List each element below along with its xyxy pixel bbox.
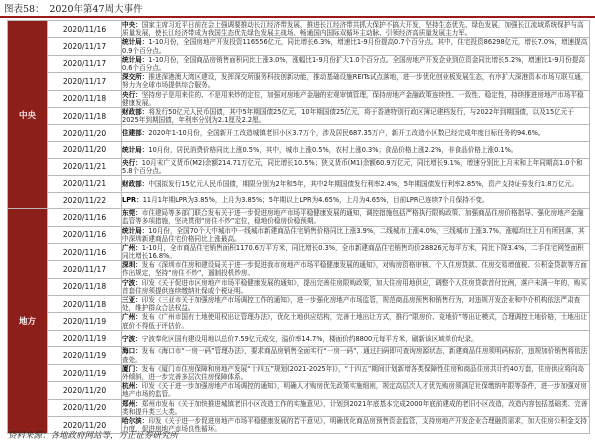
event-text: 郑州市发布《关于加快推进城镇老旧小区改造工作的实施意见》，计划到2021年底基本完成2000年底前建成的老旧小区改造，改造内容包括基础类、完善类和提升类三大类。	[122, 399, 588, 416]
event-source-label: 统计局：	[122, 55, 149, 64]
event-row	[8, 90, 590, 107]
event-row	[8, 347, 590, 364]
event-date: 2020/11/18	[48, 90, 122, 107]
event-row	[8, 399, 590, 416]
event-description	[122, 399, 590, 416]
event-row	[8, 209, 590, 226]
event-description	[122, 278, 590, 295]
event-text: 宁波奉化区国有建设用地以总价7.59亿元成交，溢价率14.7%，楼面价约8800元每平方米，刷新该区域单价纪录。	[141, 334, 478, 343]
event-date: 2020/11/19	[48, 364, 122, 381]
event-source-label: 财政部：	[122, 107, 149, 116]
event-row	[8, 330, 590, 347]
event-source-label: 统计局：	[122, 38, 149, 47]
event-description	[122, 125, 590, 142]
event-text: 10月份，居民消费价格同比上涨0.5%，其中，城市上涨0.5%，农村上涨0.3%；食品价格上涨2.2%，非食品价格上涨0.1%。	[148, 145, 518, 154]
event-description	[122, 141, 590, 158]
event-description	[122, 261, 590, 278]
event-description	[122, 330, 590, 347]
event-description	[122, 417, 590, 434]
event-text: 国家主席习近平日前在会上强调要推动长江经济带发展，推进长江经济带共抓大保护不搞大开发，坚持生态优先、绿色发展，加强长江流域系统保护与高质量发展，使长江经济带成为我国生态优先绿色发展主战场、畅通国内国际双循环主动脉、引领经济高质量发展主力军。	[122, 21, 584, 38]
event-source-label: 宁波：	[122, 278, 142, 287]
event-source-label: 广州：	[122, 313, 142, 322]
event-row	[8, 73, 590, 90]
event-row	[8, 261, 590, 278]
event-date: 2020/11/16	[48, 209, 122, 226]
event-source-label: 东莞：	[122, 209, 142, 218]
event-text: 10月份，全国70个大中城市中一线城市新建商品住宅销售价格同比上涨3.9%，二线城市上涨4.0%，三线城市上涨3.7%，涨幅均比上月有所回落，其中深圳新建商品住宅价格同比上涨最高。	[122, 226, 585, 243]
event-date: 2020/11/17	[48, 261, 122, 278]
event-source-label: 哈尔滨：	[122, 417, 149, 425]
event-date: 2020/11/20	[48, 417, 122, 434]
event-row	[8, 21, 590, 38]
event-text: 11月1年期LPR为3.85%，上月为3.85%；5年期以上LPR为4.65%，上月为4.65%，目前LPR已连续7个月保持不变。	[142, 196, 489, 205]
event-description	[122, 243, 590, 260]
event-date: 2020/11/16	[48, 243, 122, 260]
event-description	[122, 364, 590, 381]
event-row	[8, 313, 590, 330]
event-text: 印发《关于促进市区房地产市场平稳健康发展的通知》，提出完善住房限购政策，加大住房用地供应，调整个人住房贷款首付比例，落户未满一年的，购买首套住房须提供连续缴纳社保或个税证明。	[122, 278, 587, 295]
event-date: 2020/11/19	[48, 313, 122, 330]
event-text: 发布《深圳市住房和建设局关于进一步促进我市房地产市场平稳健康发展的通知》，对购房资格审核、个人住房贷款、住房交易增值税、公积金贷款等方面作出规定，坚持“房住不炒”，遏制投机炒房。	[122, 261, 587, 278]
event-row	[8, 158, 590, 175]
event-text: 1-10月份，全国商品房销售面积同比上涨3.0%，涨幅比1-9月份扩大1.0个百分点。全国房地产开发企业到位资金同比增长5.2%，增速比1-9月份提高0.6个百分点。	[122, 55, 585, 72]
event-row	[8, 107, 590, 124]
event-row	[8, 175, 590, 192]
event-description	[122, 158, 590, 175]
event-description	[122, 209, 590, 226]
event-date: 2020/11/16	[48, 21, 122, 38]
section-label-central: 中央	[8, 21, 48, 209]
figure-title: 图表58： 2020年第47周大事件	[4, 4, 143, 15]
event-description	[122, 313, 590, 330]
event-description	[122, 21, 590, 38]
event-description	[122, 107, 590, 124]
event-row	[8, 192, 590, 209]
event-date: 2020/11/17	[48, 38, 122, 55]
event-description	[122, 382, 590, 399]
event-date: 2020/11/19	[48, 347, 122, 364]
event-source-label: 广州：	[122, 243, 142, 252]
event-text: 2020年1-10月份，全国新开工改造城镇老旧小区3.7万个，涉及居民687.35万户，新开工改造小区数已经完成年度目标任务的94.6%。	[148, 129, 545, 138]
events-table-body	[8, 21, 590, 434]
event-text: 印发《三亚市关于加强房地产市场调控工作的通知》，进一步强化房地产市场监管，规范商品房预售和销售行为，对违规开发企业和中介机构依法严肃查处，维护群众合法权益。	[122, 296, 581, 313]
event-date: 2020/11/20	[48, 125, 122, 142]
event-date: 2020/11/22	[48, 192, 122, 209]
event-description	[122, 296, 590, 313]
event-description	[122, 90, 590, 107]
event-date: 2020/11/20	[48, 141, 122, 158]
event-source-label: 财政部：	[122, 179, 149, 188]
event-date: 2020/11/20	[48, 399, 122, 416]
event-date: 2020/11/17	[48, 55, 122, 72]
event-description	[122, 226, 590, 243]
event-row	[8, 141, 590, 158]
event-text: 推进深港澳大湾区建设，发挥深交所服务科技创新功能，推动基础设施REITs试点落地，进一步优化创业板发展生态，有序扩大深港资本市场互联互通，努力为全球市场提供综合服务。	[122, 73, 588, 90]
event-source-label: 郑州：	[122, 399, 142, 408]
event-text: 中国拟发行15亿元人民币国债，期限分别为2年和5年，其中2年期国债发行利率2.4%，5年期国债发行利率2.85%，资产支持证券发行1.8万亿元。	[148, 179, 578, 188]
event-text: 印发《关于进一步促进房地产市场平稳健康发展的若干意见》，明确优化商品房预售资金监管，支持房地产开发企业合理融资需求，加大住房公积金支持力度，促进房地产市场良性循环。	[122, 417, 587, 434]
event-row	[8, 226, 590, 243]
event-date: 2020/11/18	[48, 296, 122, 313]
event-row	[8, 382, 590, 399]
event-source-label: 住建部：	[122, 129, 149, 138]
event-text: 将发行50亿元人民币国债，其中5年期国债25亿元，10年期国债25亿元，将于香港特别行政区簿记建档发行，与2022年到期国债，以及15亿元于2025年到期国债，年利率分别为2.1厘及2.2厘。	[122, 107, 574, 125]
event-description	[122, 192, 590, 209]
event-source-label: 央行：	[122, 90, 142, 99]
event-source-label: LPR：	[122, 196, 143, 205]
event-source-label: 宁波：	[122, 334, 142, 343]
event-source-label: 深交所：	[122, 73, 149, 82]
event-description	[122, 175, 590, 192]
event-row	[8, 125, 590, 142]
event-source-label: 三亚：	[122, 296, 142, 305]
event-text: 1-10月份，全国房地产开发投资116556亿元，同比增长6.3%，增速比1-9月份提高0.7个百分点。其中，住宅投资86298亿元，增长7.0%，增速提高0.9个百分点。	[122, 38, 588, 55]
event-text: 1-10月，全市商品住宅销售面积1170.6万平方米，同比增长0.3%，全市新建商品住宅销售均价28826元每平方米，同比下降3.4%，二手住宅网签面积同比增长16.8%。	[122, 243, 584, 261]
event-text: 发布《厦门市住房保障和房地产发展“十四五”规划(2021-2025年)》，“十四五”期间计划新增各类保障性住房和商品住房共计约40万套，住房供应将向岛外倾斜，进一步完善多层次住房保障体系。	[122, 364, 585, 382]
event-source-label: 统计局：	[122, 226, 149, 235]
event-row	[8, 55, 590, 72]
event-row	[8, 296, 590, 313]
event-row	[8, 278, 590, 295]
events-table	[7, 20, 590, 434]
event-text: 发布《广州市国有土地使用权出让管理办法》，优化土地供应结构，完善土地出让方式，推行“限房价、竞地价”等出让模式，合理调控土地价格，土地出让底价不得低于评估价。	[122, 313, 588, 330]
event-source-label: 统计局：	[122, 145, 149, 154]
event-date: 2020/11/17	[48, 73, 122, 90]
event-date: 2020/11/21	[48, 175, 122, 192]
event-text: 市住建局等多部门联合发布关于进一步促进房地产市场平稳健康发展的通知，调控措施包括严格执行限购政策、加强商品住房价格指导、强化房地产金融监管等多项措施，坚决贯彻“房住不炒”定位，稳地价稳房价稳预期。	[122, 209, 584, 226]
event-date: 2020/11/19	[48, 330, 122, 347]
event-row	[8, 243, 590, 260]
event-date: 2020/11/21	[48, 158, 122, 175]
event-text: 印发《关于进一步加强房地产市场调控的通知》，明确人才购房优先政策实施细则，规定高层次人才优先购房须满足社保缴纳年限等条件，进一步加强对房地产市场的监管。	[122, 382, 587, 399]
event-text: 10月末广义货币(M2)余额214.71万亿元，同比增长10.5%；狭义货币(M1)余额60.9万亿元，同比增长9.1%，增速分别比上月末和上年同期高1.0个和5.8个百分点。	[122, 158, 583, 175]
event-row	[8, 38, 590, 55]
source-note: 资料来源：各地政府网站等，方正证券研究所	[8, 431, 179, 441]
event-description	[122, 38, 590, 55]
event-date: 2020/11/18	[48, 107, 122, 124]
event-source-label: 央行：	[122, 158, 142, 167]
section-label-local: 地方	[8, 209, 48, 434]
event-description	[122, 73, 590, 90]
event-source-label: 深圳：	[122, 261, 142, 270]
title-divider	[0, 16, 595, 18]
event-source-label: 杭州：	[122, 382, 142, 391]
event-source-label: 中央：	[122, 21, 142, 29]
event-source-label: 海口：	[122, 347, 142, 356]
event-date: 2020/11/20	[48, 382, 122, 399]
event-date: 2020/11/18	[48, 278, 122, 295]
event-source-label: 厦门：	[122, 364, 142, 373]
event-text: 发布《海口市“一房一码”管理办法》，要求商品房销售全面实行“一房一码”，通过扫码即可查询房源状态，新建商品住房须明码标价，违规加价销售将依法查处。	[122, 347, 588, 364]
event-date: 2020/11/16	[48, 226, 122, 243]
event-row	[8, 364, 590, 381]
event-description	[122, 347, 590, 364]
event-description	[122, 55, 590, 72]
event-text: 坚持房子是用来住的、不是用来炒的定位，加强对房地产金融的宏观审慎管理，保持房地产金融政策连续性、一致性、稳定性，持续推进房地产市场平稳健康发展。	[122, 90, 584, 107]
